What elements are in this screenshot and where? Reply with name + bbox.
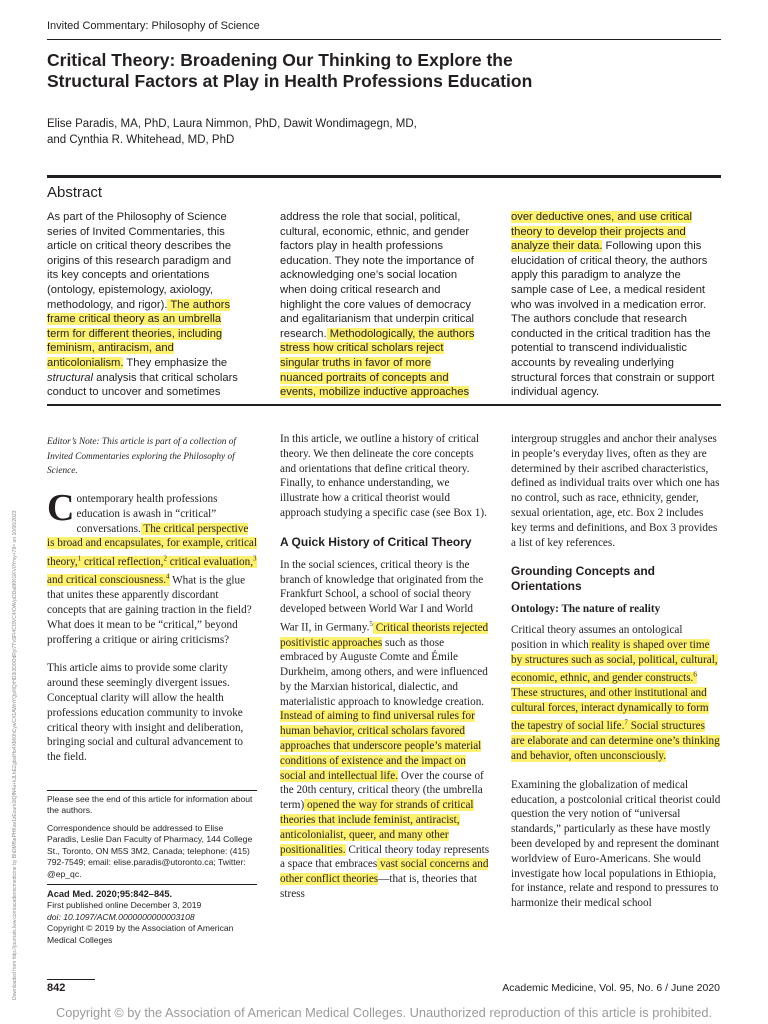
highlight: Instead of aiming to find universal rules for human behavior, critical scholars favored approaches that underscore people’s material conditions of existence and the impact on social and intellectual life. bbox=[280, 710, 482, 782]
author-info-note: Please see the end of this article for information about the authors. bbox=[47, 794, 253, 816]
conflict-paragraph: intergroup struggles and anchor their analyses in people’s everyday lives, often as they are determined by their ascribed characteristics, defined as individual traits over which one has no control, such as race, ethnicity, gender, sexual orientation, age, etc. Box 2 includes key terms and definitions, and Box 3 provides a list of key references. bbox=[511, 433, 720, 549]
highlight: reality is shaped over time by structures such as social, political, cultural, economic, ethnic, and gender constructs.$^6$ These structures, and other institutional and cultural forces, interact dynamically to form the tapestry of social life.$^7$ Social structures are elaborate and can determine one’s thinking and behavior, often unconsciously. bbox=[511, 638, 720, 763]
journal-citation: Academic Medicine, Vol. 95, No. 6 / June 2020 bbox=[502, 982, 720, 994]
outline-paragraph: In this article, we outline a history of critical theory. We then delineate the core concepts and orientations that define critical theory. Finally, to enhance understanding, we illustrate how a critical theorist would approach studying a specific case (see Box 1). bbox=[280, 433, 487, 519]
highlight: Critical theorists rejected positivistic approaches bbox=[280, 621, 489, 649]
citation: Acad Med. 2020;95:842–845. bbox=[47, 889, 173, 899]
first-published: First published online December 3, 2019 bbox=[47, 900, 202, 911]
author-list bbox=[47, 116, 467, 148]
copyright-footer: Copyright © by the Association of American Medical Colleges. Unauthorized reproduction of this article is prohibited. bbox=[55, 1005, 712, 1020]
grounding-heading: Grounding Concepts and Orientations bbox=[511, 564, 655, 594]
citation-block bbox=[47, 889, 257, 946]
citation-divider bbox=[47, 884, 257, 885]
ontology-subheading: Ontology: The nature of reality bbox=[511, 603, 661, 616]
article-title: Critical Theory: Broadening Our Thinking to Explore the Structural Factors at Play in Health Professions Education bbox=[47, 50, 533, 91]
highlight: The critical perspective is broad and encapsulates, for example, critical theory,$^1$ critical reflection,$^2$ critical evaluation,$^3$ and critical consciousness.$^4$ bbox=[47, 522, 257, 587]
abstract-top-rule bbox=[47, 175, 721, 178]
body-column-1: Contemporary health professions education is awash in “critical” conversations. The critical perspective is broad and encapsulates, for example, critical theory,$^1$ critical reflection,$^2$ critical evaluation,$^3$ and critical consciousness.$^4$ What is the glue that unites these apparently discordant concepts that are gaining traction in the field? What does it mean to be “critical,” beyond proffering a critique or airing criticisms? This article aims to provide some clarity around these seemingly divergent issues. Conceptual clarity will allow the health professions education community to invoke critical theory with insight and deliberation, bringing social and cultural advancement to the field. bbox=[47, 487, 257, 764]
doi[interactable]: doi: 10.1097/ACM.0000000000003108 bbox=[47, 911, 195, 922]
author-line-1: Elise Paradis, MA, PhD, Laura Nimmon, PhD, Dawit Wondimagegn, MD, bbox=[47, 118, 417, 130]
abstract-column-3: over deductive ones, and use critical theory to develop their projects and analyze their data. Following upon this elucidation of critical theory, the authors apply this paradigm to analyze the sample case of Lee, a medical resident who was involved in a medication error. The authors conclude that research conducted in the critical tradition has the potential to transcend individualistic accounts by revealing underlying structural forces that constrain or support individual agency. bbox=[511, 211, 715, 399]
note-divider bbox=[47, 790, 257, 791]
correspondence: Correspondence should be addressed to Elise Paradis, Leslie Dan Faculty of Pharmacy, 144 College St., Toronto, ON M5S 3M2, Canada; telephone: (415) 792-7549; email: elise.paradis@utoronto.ca; Twitter: @ep_qc. bbox=[47, 823, 253, 879]
globalization-paragraph: Examining the globalization of medical education, a postcolonial critical theorist could question the very notion of “universal standards,” particularly as these have mostly been developed by and represent the dominant worldview of Euro-Americans. She would investigate how local populations in Ethiopia, for instance, relate and respond to pressures to harmonize their medical school bbox=[511, 778, 721, 910]
header-divider bbox=[47, 39, 721, 40]
intro-paragraph: This article aims to provide some clarity around these seemingly divergent issues. Conceptual clarity will allow the health professions education community to invoke critical theory with insight and deliberation, bringing social and cultural advancement to the field. bbox=[47, 662, 244, 764]
footer-rule bbox=[47, 979, 95, 980]
abstract-column-2: address the role that social, political, cultural, economic, ethnic, and gender factors play in health professions education. They note the importance of acknowledging one’s social location when doing critical research and highlight the core values of democracy and egalitarianism that underpin critical research. Methodologically, the authors stress how critical scholars reject singular truths in favor of more nuanced portraits of concepts and events, mobilize inductive approaches bbox=[280, 211, 475, 399]
highlight: vast social concerns and other conflict theories bbox=[280, 858, 489, 886]
highlight: The authors frame critical theory as an umbrella term for different theories, including feminism, antiracism, and anticolonialism. bbox=[47, 298, 231, 369]
highlight: over deductive ones, and use critical theory to develop their projects and analyze their data. bbox=[511, 211, 692, 253]
abstract-column-1: As part of the Philosophy of Science series of Invited Commentaries, this article on critical theory describes the origins of this research paradigm and its key concepts and orientations (ontology, epistemology, axiology, methodology, and rigor). The authors frame critical theory as an umbrella term for different theories, including feminism, antiracism, and anticolonialism. They emphasize the structural analysis that critical scholars conduct to uncover and sometimes bbox=[47, 211, 238, 399]
history-heading: A Quick History of Critical Theory bbox=[280, 534, 472, 549]
body-column-2: In this article, we outline a history of critical theory. We then delineate the core concepts and orientations that define critical theory. Finally, to enhance understanding, we illustrate how a critical theorist would approach studying a specific case (see Box 1). A Quick History of Critical Theory In the social sciences, critical theory is the branch of knowledge that originated from the Frankfurt School, a school of social theory developed between World War I and World War II, in Germany.$^5$ Critical theorists rejected positivistic approaches such as those embraced by Auguste Comte and Émile Durkheim, among others, and were influenced by the Marxian historical, dialectic, and materialistic approach to knowledge creation. Instead of aiming to find universal rules for human behavior, critical scholars favored approaches that underscore people’s material conditions of existence and the impact on social and intellectual life. Over the course of the 20th century, critical theory (the umbrella term) opened the way for strands of critical theories that include feminist, antiracist, anticolonialist, queer, and many other positionalities. Critical theory today represents a space that embraces vast social concerns and other conflict theories—that is, theories that stress bbox=[280, 433, 490, 901]
abstract-bottom-rule bbox=[47, 404, 721, 406]
page-number: 842 bbox=[47, 982, 66, 994]
author-line-2: and Cynthia R. Whitehead, MD, PhD bbox=[47, 134, 235, 146]
editors-note: Editor’s Note: This article is part of a collection of Invited Commentaries exploring the Philosophy of Science. bbox=[47, 437, 236, 477]
abstract-heading: Abstract bbox=[47, 184, 103, 201]
body-column-3: intergroup struggles and anchor their analyses in people’s everyday lives, often as they are determined by their ascribed characteristics, defined as individual traits over which one has no control, such as race, ethnicity, gender, sexual orientation, age, etc. Box 2 includes key terms and definitions, and Box 3 provides a list of key references. Grounding Concepts and Orientations Ontology: The nature of reality Critical theory assumes an ontological position in which reality is shaped over time by structures such as social, political, cultural, economic, ethnic, and gender constructs.$^6$ These structures, and other institutional and cultural forces, interact dynamically to form the tapestry of social life.$^7$ Social structures are elaborate and can determine one’s thinking and behavior, often unconsciously. Examining the globalization of medical education, a postcolonial critical theorist could question the very notion of “universal standards,” particularly as these have mostly been developed by and represent the dominant worldview of Euro-Americans. She would investigate how local populations in Ethiopia, for instance, relate and respond to pressures to harmonize their medical school bbox=[511, 433, 721, 910]
highlight: Methodologically, the authors stress how critical scholars reject singular truths in favor of more nuanced portraits of concepts and events, mobilize inductive approaches bbox=[280, 327, 475, 399]
drop-cap: C bbox=[47, 487, 75, 529]
highlight: opened the way for strands of critical theories that include feminist, antiracist, anticolonialist, queer, and many other positionalities. bbox=[280, 799, 474, 856]
section-label: Invited Commentary: Philosophy of Science bbox=[47, 20, 260, 32]
copyright-note: Copyright © 2019 by the Association of American Medical Colleges bbox=[47, 923, 234, 945]
side-download-watermark: Downloaded from http://journals.lww.com/academicmedicine by BhDMf5ePHKav1zEoum1tQfN4a+kJLhEZgbsIHo4XMi0hCywCX1AWnYQp/IlQrHD3i3D0OdRyi7TvSFl4Cf3VC4/OAVpDDa8KKGKV0Ymy+78= on 10/06/2023 bbox=[12, 510, 18, 1000]
